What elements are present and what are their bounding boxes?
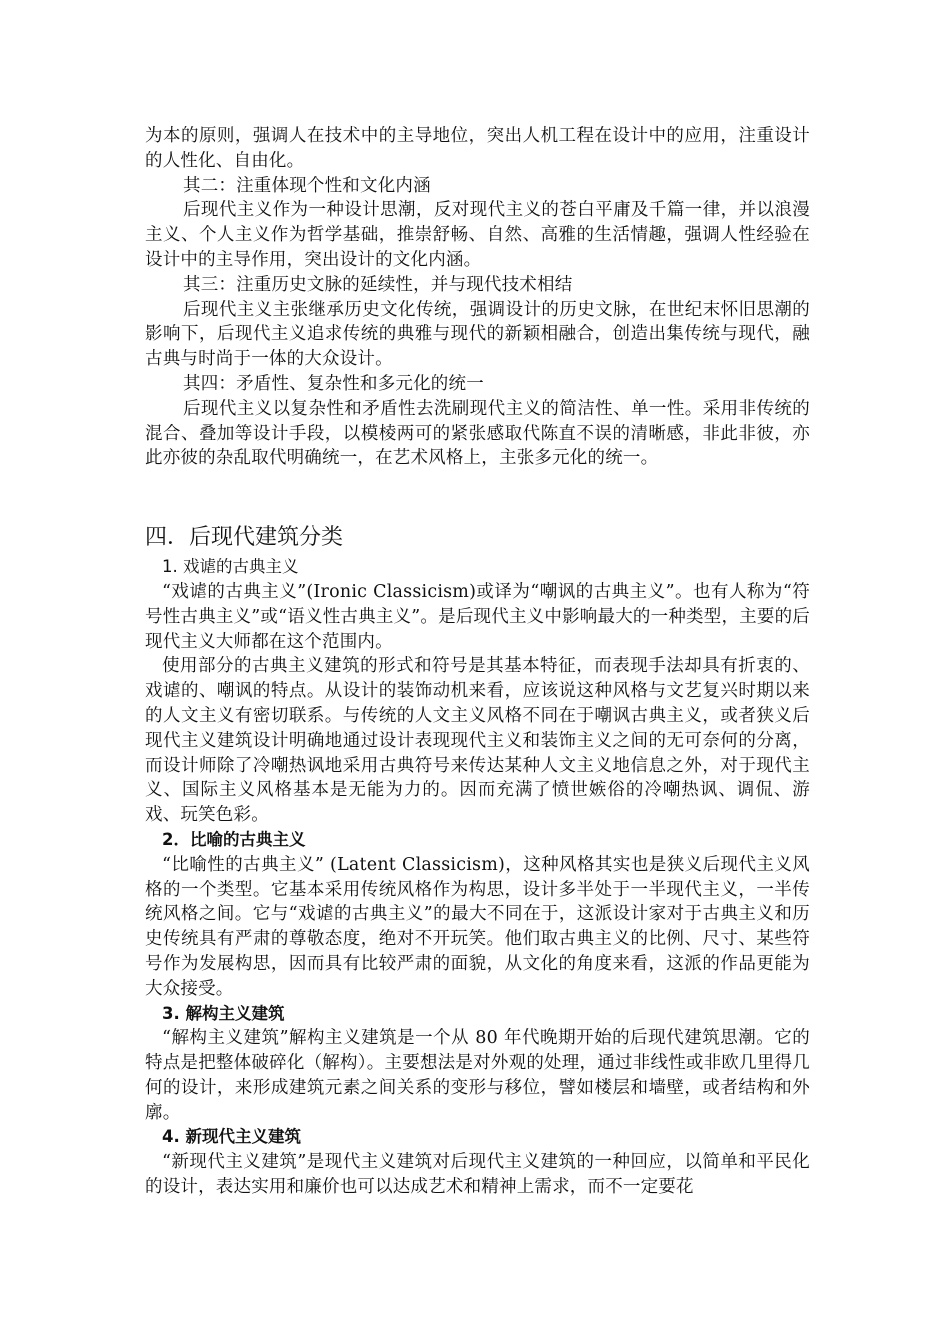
- subsection-heading-1: 1. 戏谑的古典主义: [162, 557, 299, 577]
- point-four-heading: 其四：矛盾性、复杂性和多元化的统一: [183, 373, 484, 394]
- subsection-1-paragraph-1: “戏谑的古典主义”(Ironic Classicism)或译为“嘲讽的古典主义”。也有人称为“符号性古典主义”或“语义性古典主义”。是后现代主义中影响最大的一种类型，主要的后现代主义大师都在这个范围内。: [145, 581, 810, 652]
- subsection-1-paragraph-2: 使用部分的古典主义建筑的形式和符号是其基本特征，而表现手法却具有折衷的、戏谑的、嘲讽的特点。从设计的装饰动机来看，应该说这种风格与文艺复兴时期以来的人文主义有密切联系。与传统的人文主义风格不同在于嘲讽古典主义，或者狭义后现代主义建筑设计明确地通过设计表现现代主义和装饰主义之间的无可奈何的分离，而设计师除了冷嘲热讽地采用古典符号来传达某种人文主义地信息之外，对于现代主义、国际主义风格基本是无能为力的。因而充满了愤世嫉俗的冷嘲热讽、调侃、游戏、玩笑色彩。: [145, 656, 810, 826]
- section-title: 四．后现代建筑分类: [145, 525, 344, 551]
- point-two-body: 后现代主义作为一种设计思潮，反对现代主义的苍白平庸及千篇一律，并以浪漫主义、个人主义作为哲学基础，推崇舒畅、自然、高雅的生活情趣，强调人性经验在设计中的主导作用，突出设计的文化内涵。: [145, 200, 810, 270]
- point-four-body: 后现代主义以复杂性和矛盾性去洗刷现代主义的简洁性、单一性。采用非传统的混合、叠加等设计手段，以模棱两可的紧张感取代陈直不误的清晰感，非此非彼，亦此亦彼的杂乱取代明确统一，在艺术风格上，主张多元化的统一。: [145, 398, 810, 469]
- subsection-3-paragraph-1: “解构主义建筑”解构主义建筑是一个从 80 年代晚期开始的后现代建筑思潮。它的特点是把整体破碎化（解构）。主要想法是对外观的处理，通过非线性或非欧几里得几何的设计，来形成建筑元素之间关系的变形与移位，譬如楼层和墙壁，或者结构和外廓。: [145, 1028, 810, 1123]
- subsection-heading-3: 3. 解构主义建筑: [162, 1003, 285, 1023]
- point-two-heading: 其二：注重体现个性和文化内涵: [183, 175, 431, 196]
- point-three-heading: 其三：注重历史文脉的延续性，并与现代技术相结: [183, 274, 573, 295]
- subsection-heading-2: 2．比喻的古典主义: [162, 829, 306, 849]
- point-three-body: 后现代主义主张继承历史文化传统，强调设计的历史文脉，在世纪末怀旧思潮的影响下，后现代主义追求传统的典雅与现代的新颖相融合，创造出集传统与现代，融古典与时尚于一体的大众设计。: [145, 299, 810, 370]
- subsection-2-paragraph-1: “比喻性的古典主义” (Latent Classicism)，这种风格其实也是狭义后现代主义风格的一个类型。它基本采用传统风格作为构思，设计多半处于一半现代主义，一半传统风格之间。它与“戏谑的古典主义”的最大不同在于，这派设计家对于古典主义和历史传统具有严肃的尊敬态度，绝对不开玩笑。他们取古典主义的比例、尺寸、某些符号作为发展构思，因而具有比较严肃的面貌，从文化的角度来看，这派的作品更能为大众接受。: [145, 854, 810, 999]
- intro-paragraph-continued: 为本的原则，强调人在技术中的主导地位，突出人机工程在设计中的应用，注重设计的人性化、自由化。: [145, 126, 810, 171]
- subsection-heading-4: 4. 新现代主义建筑: [162, 1127, 301, 1147]
- subsection-4-paragraph-1: “新现代主义建筑”是现代主义建筑对后现代主义建筑的一种回应，以简单和平民化的设计，表达实用和廉价也可以达成艺术和精神上需求，而不一定要花: [145, 1152, 810, 1198]
- document-page: [145, 124, 810, 1200]
